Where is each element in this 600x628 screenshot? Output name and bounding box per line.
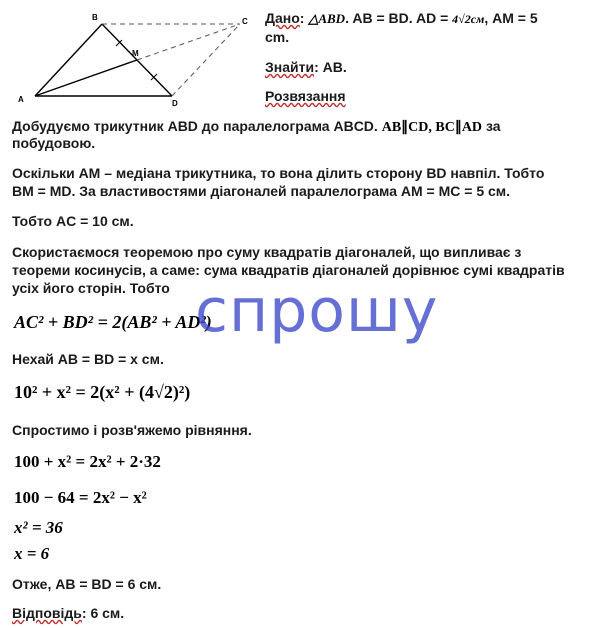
p1-line2: побудовою. (12, 135, 96, 151)
given-triangle: △ABD (308, 11, 346, 26)
equation-6: x = 6 (14, 544, 50, 563)
p4-line3: усіх його сторін. Тобто (12, 280, 170, 296)
watermark: спрошу (195, 276, 439, 346)
p2-line1: Оскільки AM – медіана трикутника, то вона ділить сторону BD навпіл. Тобто (12, 165, 545, 181)
equation-1: AC² + BD² = 2(AB² + AD²) (14, 312, 212, 332)
find-label: Знайти (265, 59, 315, 75)
p4-line2: теореми косинусів, а саме: сума квадратів діагоналей дорівнює сумі квадратів (12, 262, 565, 278)
label-M: M (132, 49, 139, 58)
label-C: C (242, 17, 248, 26)
find-line (265, 59, 347, 76)
find-value: : AB. (314, 59, 347, 75)
given-text2: , AM = 5 (484, 10, 538, 26)
p5: Нехай AB = BD = x см. (12, 351, 164, 367)
p1-text: Добудуємо трикутник ABD до паралелограма ABCD. (12, 118, 378, 134)
given-line: Дано: △ABD. AB = BD. AD = 4√2см, AM = 5 (265, 10, 538, 26)
p1-math: AB∥CD, BC∥AD (381, 120, 483, 135)
paragraph-1 (12, 118, 592, 136)
given-line2: cm. (265, 29, 290, 45)
solution-label: Розвязання (265, 88, 346, 104)
equation-3: 100 + x² = 2x² + 2·32 (14, 452, 161, 471)
given-ad-value: 4√2см (452, 12, 485, 26)
parallelogram-figure (10, 8, 260, 108)
p2-line2: BM = MD. За властивостями діагоналей паралелограма AM = MC = 5 см. (12, 183, 511, 199)
p7: Отже, AB = BD = 6 см. (12, 576, 162, 592)
given-text1: . AB = BD. AD = (345, 10, 449, 26)
label-B: B (92, 13, 98, 22)
equation-4: 100 − 64 = 2x² − x² (14, 488, 147, 507)
p3: Тобто AC = 10 см. (12, 213, 134, 229)
equation-2: 10² + x² = 2(x² + (4√2)²) (14, 382, 191, 402)
label-D: D (172, 99, 178, 108)
p4-line1: Скористаємося теоремою про суму квадратів діагоналей, що випливає з (12, 244, 522, 260)
equation-5: x² = 36 (14, 518, 63, 537)
answer-value: : 6 см. (81, 605, 125, 621)
answer-label: Відповідь (12, 605, 82, 621)
p1-text-end: за (485, 118, 501, 134)
p6: Спростимо і розв'яжемо рівняння. (12, 422, 252, 438)
label-A: A (18, 95, 24, 104)
given-label: Дано (265, 10, 300, 26)
answer-line (12, 605, 124, 622)
